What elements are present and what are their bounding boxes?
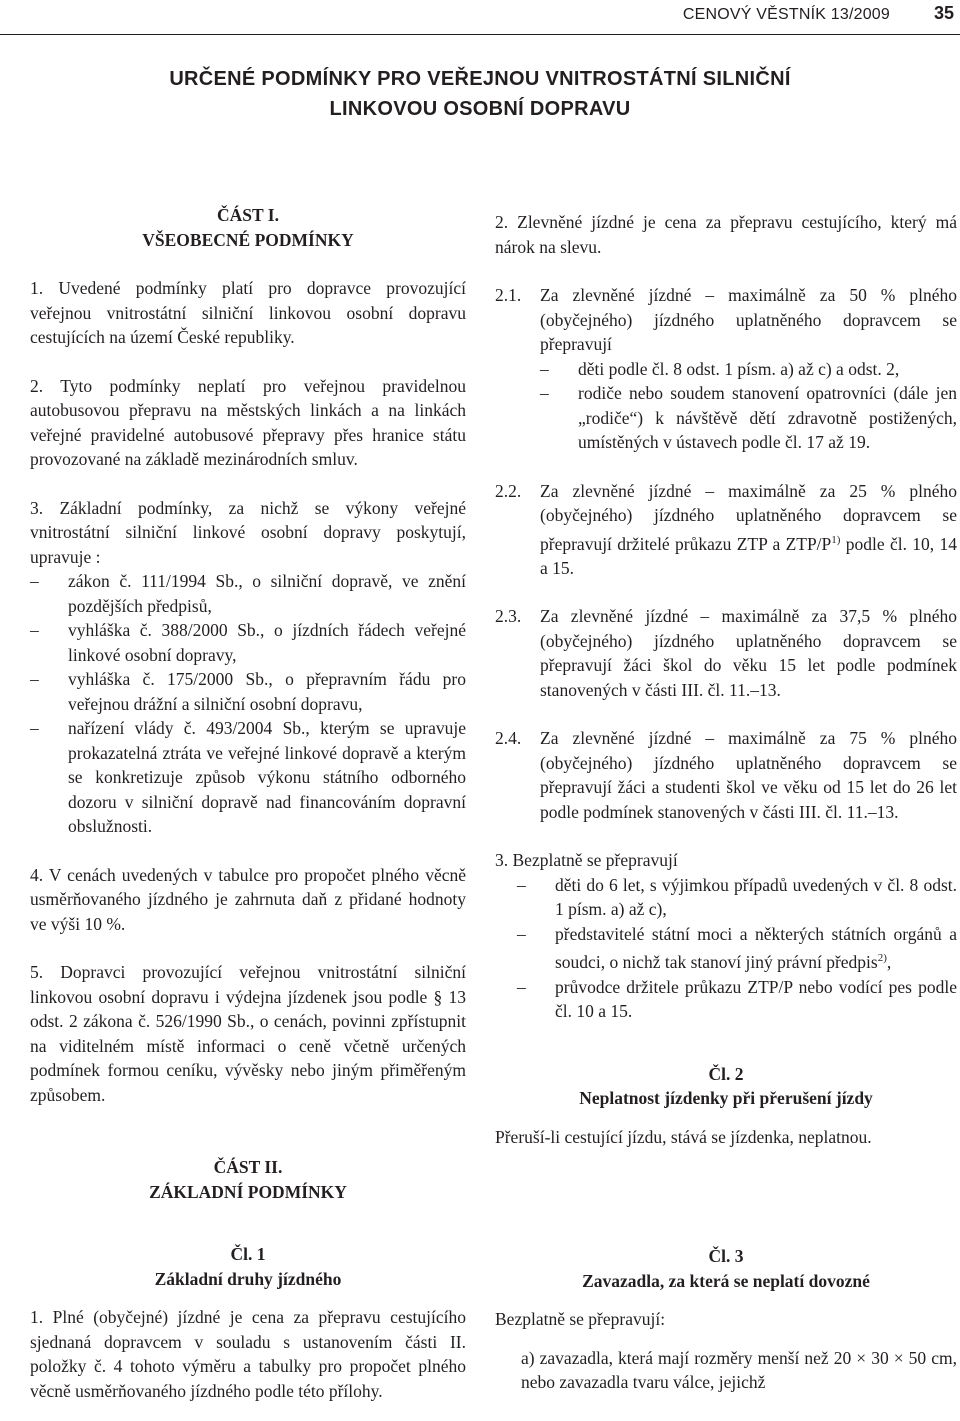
paragraph-5: 5. Dopravci provozující veřejnou vnitrostátní silniční linkovou osobní dopravu i výdejna jízdenek jsou podle § 13 odst. 2 zákona č. 526/1990 Sb., o cenách, povinni zpřístupnit na viditelném místě informaci o ceně včetně určených podmínek formou ceníku, vývěsky nebo jiným přiměřeným způsobem. bbox=[30, 962, 466, 1105]
list-item: – děti do 6 let, s výjimkou případů uvedených v čl. 8 odst. 1 písm. a) až c), bbox=[517, 874, 957, 920]
article-1-paragraph-1: 1. Plné (obyčejné) jízdné je cena za přepravu cestujícího sjednaná dopravcem v souladu s ustanovením části II. položky č. 4 tohoto výměru a tabulky pro propočet plného věcně usměrňovaného jízdného podle této přílohy. bbox=[30, 1307, 466, 1401]
right-column bbox=[495, 210, 957, 1149]
right-column-bottom bbox=[495, 1230, 957, 1395]
article-3-heading: Čl. 3 bbox=[708, 1246, 744, 1266]
paragraph-3-intro: 3. Základní podmínky, za nichž se výkony veřejné vnitrostátní silniční linkové osobní dopravy poskytují, upravuje : bbox=[30, 497, 466, 567]
article-1-heading: Čl. 1 bbox=[230, 1244, 266, 1264]
article-1-paragraph-2: 2. Zlevněné jízdné je cena za přepravu cestujícího, který má nárok na slevu. bbox=[495, 212, 957, 257]
part1-heading: ČÁST I. bbox=[217, 205, 279, 225]
article-3-subheading: Zavazadla, za která se neplatí dovozné bbox=[582, 1270, 870, 1291]
title-line-1: URČENÉ PODMÍNKY PRO VEŘEJNOU VNITROSTÁTNÍ SILNIČNÍ bbox=[169, 68, 791, 90]
section-2-3: 2.3. Za zlevněné jízdné – maximálně za 37,5 % plného (obyčejného) jízdného uplatněného dopravcem se přepravují žáci škol do věku 15 let podle podmínek stanovených v části III. čl. 11.–13. bbox=[495, 606, 957, 700]
list-item: – průvodce držitele průkazu ZTP/P nebo vodící pes podle čl. 10 a 15. bbox=[517, 976, 957, 1022]
part1-subheading: VŠEOBECNÉ PODMÍNKY bbox=[142, 229, 354, 250]
list-item: – nařízení vlády č. 493/2004 Sb., kterým se upravuje prokazatelná ztráta ve veřejné linkové dopravě a kterým se konkretizuje způsob výkonu státního odborného dozoru v silniční dopravě nad financováním dopravní obslužnosti. bbox=[30, 718, 466, 836]
section-2-2: 2.2. Za zlevněné jízdné – maximálně za 25 % plného (obyčejného) jízdného uplatněného dopravcem se přepravují držitelé průkazu ZTP a ZTP/$P^{1)}$ podle čl. 10, 14 a 15. bbox=[495, 480, 957, 578]
article-3-item-a: a) zavazadla, která mají rozměry menší než 20 × 30 × 50 cm, nebo zavazadla tvaru válce, jejichž bbox=[521, 1347, 957, 1392]
article-2-heading: Čl. 2 bbox=[708, 1063, 744, 1084]
running-header bbox=[0, 0, 960, 35]
list-item: – vyhláška č. 175/2000 Sb., o přepravním řádu pro veřejnou drážní a silniční osobní dopravu, bbox=[30, 669, 466, 714]
section-2-1: 2.1. Za zlevněné jízdné – maximálně za 50 % plného (obyčejného) jízdného uplatněného dopravcem se přepravují – děti podle čl. 8 odst. 1 písm. a) až c) a odst. 2, – rodiče nebo soudem stanovení opatrovníci (dále jen „rodiče“) k návštěvě dětí zdravotně postižených, umístěných v ústavech podle čl. 17 až 19. bbox=[495, 283, 957, 455]
list-item: – rodiče nebo soudem stanovení opatrovníci (dále jen „rodiče“) k návštěvě dětí zdravotně postižených, umístěných v ústavech podle čl. 17 až 19. bbox=[540, 383, 957, 452]
list-item: – vyhláška č. 388/2000 Sb., o jízdních řádech veřejné linkové osobní dopravy, bbox=[30, 620, 466, 665]
section-3-intro: 3. Bezplatně se přepravují bbox=[495, 850, 678, 871]
title-line-2: LINKOVOU OSOBNÍ DOPRAVU bbox=[329, 98, 631, 120]
list-item: – představitelé státní moci a některých státních orgánů a soudci, o nichž tak stanoví jiný právní předpis$^{2)}$, bbox=[517, 923, 957, 973]
article-3-intro: Bezplatně se přepravují: bbox=[495, 1309, 666, 1329]
paragraph-4: 4. V cenách uvedených v tabulce pro propočet plného věcně usměrňovaného jízdného je zahrnuta daň z přidané hodnoty ve výši 10 %. bbox=[30, 864, 466, 934]
list-item: – zákon č. 111/1994 Sb., o silniční dopravě, ve znění pozdějších předpisů, bbox=[30, 571, 466, 616]
document-title bbox=[60, 64, 900, 124]
journal-title: CENOVÝ VĚSTNÍK 13/2009 bbox=[682, 6, 890, 23]
article-2-subheading: Neplatnost jízdenky při přerušení jízdy bbox=[579, 1088, 873, 1109]
list-item: – děti podle čl. 8 odst. 1 písm. a) až c) a odst. 2, bbox=[540, 358, 900, 379]
page-number: 35 bbox=[933, 3, 954, 23]
part2-subheading: ZÁKLADNÍ PODMÍNKY bbox=[149, 1181, 347, 1202]
article-2-text: Přeruší-li cestující jízdu, stává se jízdenka, neplatnou. bbox=[495, 1126, 872, 1147]
article-1-subheading: Základní druhy jízdného bbox=[154, 1268, 342, 1289]
section-2-4: 2.4. Za zlevněné jízdné – maximálně za 75 % plného (obyčejného) jízdného uplatněného dopravcem se přepravují žáci a studenti škol ve věku od 15 let do 26 let podle podmínek stanovených v části III. čl. 11.–13. bbox=[495, 728, 957, 822]
left-column bbox=[30, 203, 466, 1403]
paragraph-1: 1. Uvedené podmínky platí pro dopravce provozující veřejnou vnitrostátní silniční linkovou osobní dopravu cestujících na území České republiky. bbox=[30, 278, 466, 347]
part2-heading: ČÁST II. bbox=[213, 1157, 283, 1177]
paragraph-2: 2. Tyto podmínky neplatí pro veřejnou pravidelnou autobusovou přepravu na městských linkách a na linkách veřejné pravidelné autobusové přepravy přes hranice státu provozované na základě mezinárodních smluv. bbox=[30, 375, 466, 469]
